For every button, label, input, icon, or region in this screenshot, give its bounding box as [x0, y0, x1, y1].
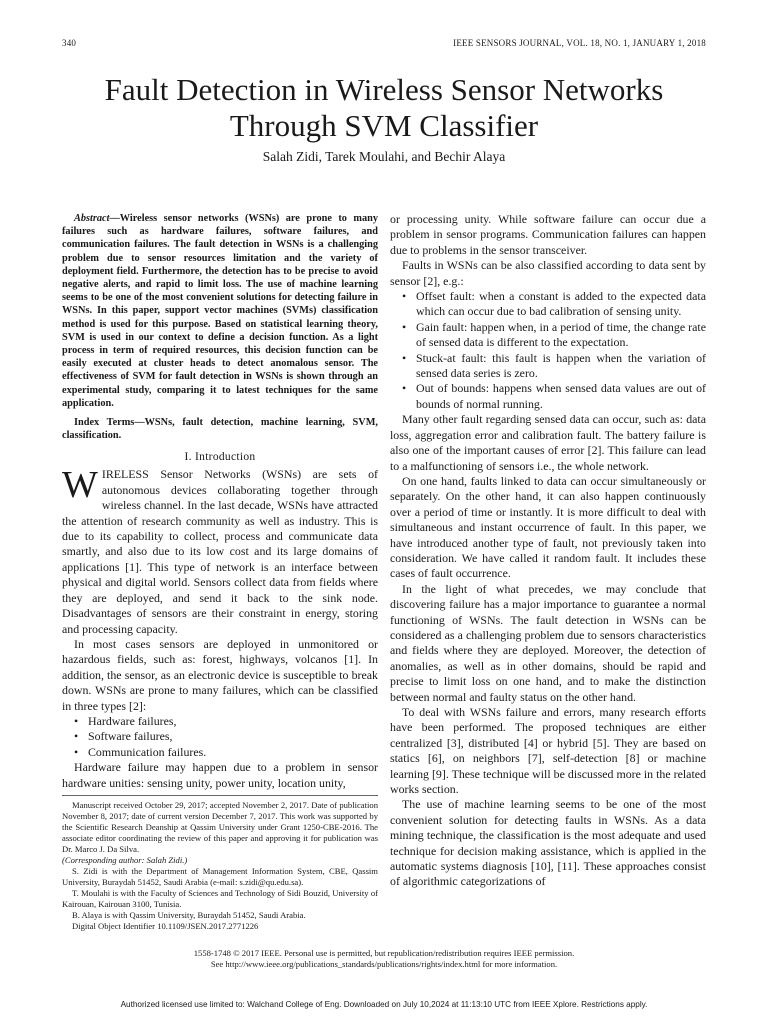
copyright-line-1: 1558-1748 © 2017 IEEE. Personal use is permitted, but republication/redistribution requires IEEE permission.	[193, 948, 575, 958]
right-column	[390, 212, 706, 890]
list-item: • Hardware failures,	[88, 714, 378, 729]
footnote-doi: Digital Object Identifier 10.1109/JSEN.2017.2771226	[72, 921, 259, 931]
footnote-manuscript-text: Manuscript received October 29, 2017; accepted November 2, 2017. Date of publication November 8, 2017; date of current version December 7, 2017. This work was supported by the Scientific Research Deanship at Qassim University under Grant 1250-CBE-2016. The associate editor coordinating the review of this paper and approving it for publication was Dr. Marco J. Da Silva.	[62, 800, 378, 854]
list-item: • Software failures,	[88, 729, 378, 744]
right-paragraph-3: On one hand, faults linked to data can occur simultaneously or separately. On the other hand, it can also happen continuously over a period of time or instantly. It is more difficult to deal with simultaneous and instant occurrence of fault. In this paper, we have introduced another type of fault, not previously taken into consideration. We have called it random fault. It includes these cases of fault occurrence.	[390, 473, 706, 581]
list-item: • Offset fault: when a constant is added to the expected data which can occur due to bad calibration of sensing unity.	[416, 289, 706, 320]
right-paragraph-5: To deal with WSNs failure and errors, many research efforts have been performed. The proposed techniques are either centralized [3], distributed [4] or hybrid [5]. They are based on statics [6], on neighbors [7], self-detection [8] or machine learning [9]. These technique will be discussed more in the related works section.	[390, 705, 706, 797]
footnote-divider	[62, 795, 378, 796]
footnote-affiliation-zidi: S. Zidi is with the Department of Management Information System, CBE, Qassim University, Buraydah 51452, Saudi Arabia (e-mail: s.zidi@qu.edu.sa).	[62, 866, 378, 887]
list-item: • Communication failures.	[88, 745, 378, 760]
index-terms-dash: —	[134, 417, 145, 429]
abstract	[62, 212, 378, 410]
paper-title	[0, 72, 768, 144]
right-paragraph-2: Many other fault regarding sensed data can occur, such as: data loss, aggregation error and calibration fault. The battery failure is also one of the important causes of error [2]. This failure can lead to a malfunctioning of sensors i.e., the whole network.	[390, 412, 706, 473]
index-terms-label: Index Terms	[74, 417, 135, 429]
copyright-notice	[0, 948, 768, 970]
list-item: • Gain fault: happen when, in a period of time, the change rate of sensed data is different to the expectation.	[416, 320, 706, 351]
footnote-manuscript	[62, 800, 378, 855]
intro-paragraph-3: Hardware failure may happen due to a problem in sensor hardware unities: sensing unity, power unity, location unity,	[62, 760, 378, 790]
abstract-text: Wireless sensor networks (WSNs) are prone to many failures such as hardware failures, software failures, and communication failures. The fault detection in WSNs is a challenging problem due to sensor resources limitation and the variety of deployment field. Furthermore, the detection has to be precise to avoid negative alerts, and rapid to limit loss. The use of machine learning seems to be one of the most convenient solutions for detecting failure in WSNs. In this paper, support vector machines (SVMs) classification method is used for this purpose. Based on statistical learning theory, SVM is used in our context to define a decision function. As a light process in term of required resources, this decision function can be easily executed at cluster heads to detect anomalous sensor. The effectiveness of SVM for fault detection in WSNs is shown through an experimental study, comparing it to latest techniques for the same application.	[62, 213, 378, 409]
copyright-line-2: See http://www.ieee.org/publications_standards/publications/rights/index.html for more information.	[210, 959, 558, 969]
footnote-affiliation-moulahi: T. Moulahi is with the Faculty of Sciences and Technology of Sidi Bouzid, University of Kairouan, Kairouan 3100, Tunisia.	[62, 888, 378, 909]
intro-paragraph-1	[62, 464, 378, 636]
license-notice: Authorized licensed use limited to: Walchand College of Eng. Downloaded on July 10,2024 at 11:13:10 UTC from IEEE Xplore. Restrictions apply.	[120, 1000, 648, 1009]
title-line-1: Fault Detection in Wireless Sensor Networks	[104, 72, 664, 107]
right-paragraph-6: The use of machine learning seems to be one of the most convenient solution for detecting faults in WSNs. As a data mining technique, the classification is the most adequate and used technique for decision making assistance, which is applied in the automatic systems diagnosis [10], [11]. These approaches consist of algorithmic categorizations of	[390, 797, 706, 889]
list-item: • Out of bounds: happens when sensed data values are out of bounds of normal running.	[416, 381, 706, 412]
abstract-label: Abstract	[74, 213, 110, 224]
intro-paragraph-1-text: IRELESS Sensor Networks (WSNs) are sets of autonomous devices collaborating together through wireless channel. In the last decade, WSNs have attracted the attention of research community as well as industry. This is due to its capability to collect, process and communicate data smartly, and also due to its low cost and its large domains of applications [1]. This type of network is an interface between physical and digital world. Sensors collect data from fields where they are deployed, and send it back to the sink node. Disadvantages of sensors are their constraint in energy, storing and processing capacity.	[62, 467, 378, 636]
failure-types-list	[62, 714, 378, 760]
list-item: • Stuck-at fault: this fault is happen when the variation of sensed data series is zero.	[416, 351, 706, 382]
right-paragraph-0: or processing unity. While software failure can occur due a problem in sensor programs. Communication failures can happen due to problems in the sensor transceiver.	[390, 212, 706, 257]
fault-types-list	[390, 289, 706, 412]
footnote-affiliation-alaya: B. Alaya is with Qassim University, Buraydah 51452, Saudi Arabia.	[72, 910, 306, 920]
page-number: 340	[62, 38, 77, 48]
section-heading-introduction: I. Introduction	[184, 451, 256, 464]
drop-cap: W	[62, 464, 98, 507]
right-paragraph-4: In the light of what precedes, we may conclude that discovering failure has a major importance to guarantee a normal functioning of WSNs. The fault detection in WSNs can be considered as a challenging problem due to sensors characteristics and fields where they are deployed. Moreover, the detection of anomalies, as well as in other domains, should be rapid and precise to limit loss on one hand, and to make the distinction between normal and faulty status on the other hand.	[390, 581, 706, 704]
right-paragraph-1: Faults in WSNs can be also classified according to data sent by sensor [2], e.g.:	[390, 258, 706, 288]
footnotes	[62, 800, 378, 932]
paper-authors: Salah Zidi, Tarek Moulahi, and Bechir Alaya	[262, 149, 506, 164]
intro-paragraph-2: In most cases sensors are deployed in unmonitored or hazardous fields, such as: forest, highways, volcanos [1]. In addition, the sensor, as an electronic device is susceptible to break down. WSNs are prone to many failures, which can be classified in three types [2]:	[62, 636, 378, 713]
footnote-corresponding-author: (Corresponding author: Salah Zidi.)	[62, 855, 188, 865]
abstract-dash: —	[109, 213, 120, 224]
index-terms	[62, 416, 378, 442]
index-terms-text: WSNs, fault detection, machine learning, SVM, classification.	[62, 417, 378, 442]
title-line-2: Through SVM Classifier	[229, 108, 539, 143]
left-column	[62, 212, 378, 791]
journal-running-head: IEEE SENSORS JOURNAL, VOL. 18, NO. 1, JANUARY 1, 2018	[453, 38, 706, 48]
